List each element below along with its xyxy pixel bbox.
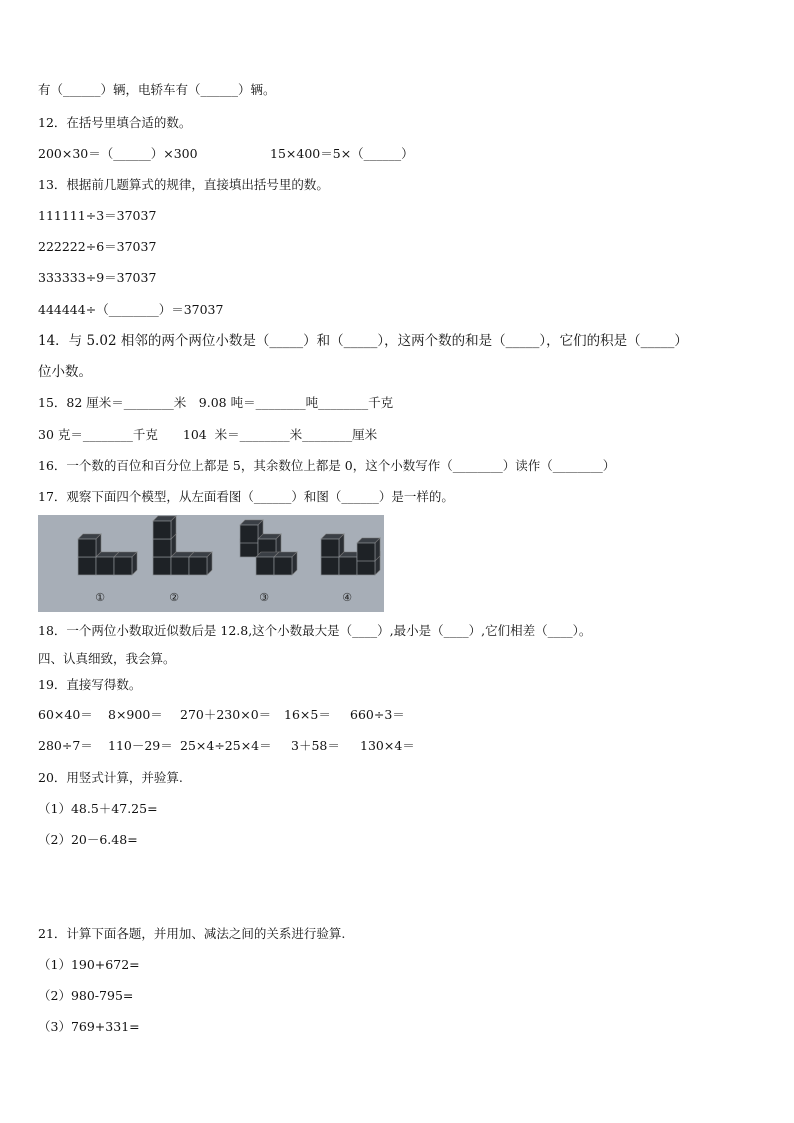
- cube-front: [171, 557, 189, 575]
- q19-title: 19．直接写得数。: [38, 677, 142, 692]
- cube-shapes: [78, 516, 380, 575]
- cube-front: [153, 539, 171, 557]
- q20-item-2: （2）20－6.48=: [38, 832, 138, 847]
- cube-front: [96, 557, 114, 575]
- cube-models-svg: [38, 515, 384, 612]
- q13-title: 13．根据前几题算式的规律，直接填出括号里的数。: [38, 177, 329, 192]
- q19-row-2: [38, 738, 738, 850]
- cube-front: [256, 557, 274, 575]
- q20-title: 20．用竖式计算，并验算.: [38, 770, 183, 785]
- cube-front: [78, 557, 96, 575]
- q11-continuation: 有（______）辆，电轿车有（______）辆。: [38, 82, 276, 97]
- q19-r1-item: 8×900＝: [108, 707, 163, 722]
- q17-text: 17．观察下面四个模型，从左面看图（______）和图（______）是一样的。: [38, 489, 454, 504]
- figure-label: ③: [259, 591, 269, 604]
- q19-r2-item: 130×4＝: [360, 738, 415, 753]
- q18-text: 18．一个两位小数取近似数后是 12.8,这个小数最大是（____）,最小是（____）,它们相差（____）。: [38, 623, 592, 638]
- cube-front: [153, 521, 171, 539]
- figure-label: ①: [95, 591, 105, 604]
- section-4-heading: 四、认真细致，我会算。: [38, 651, 176, 666]
- cube-front: [78, 539, 96, 557]
- q19-r1-item: 16×5＝: [284, 707, 331, 722]
- q14-text: 14．与 5.02 相邻的两个两位小数是（_____）和（_____），这两个数的和是（_____），它们的积是（_____）: [38, 333, 688, 349]
- q21-item-3: （3）769+331=: [38, 1019, 140, 1034]
- cube-models-figure: [38, 515, 384, 612]
- q19-r1-item: 60×40＝: [38, 707, 93, 722]
- q12-item-2: 15×400＝5×（______）: [270, 146, 414, 161]
- cube-front: [240, 525, 258, 543]
- cube-front: [321, 557, 339, 575]
- cube-front: [189, 557, 207, 575]
- q21-title: 21．计算下面各题，并用加、减法之间的关系进行验算.: [38, 926, 346, 941]
- q19-r2-item: 280÷7＝: [38, 738, 93, 753]
- cube-front: [357, 543, 375, 561]
- q19-r1-item: 270＋230×0＝: [180, 707, 272, 722]
- q19-r1-item: 660÷3＝: [350, 707, 405, 722]
- q13-equation-1: 111111÷3＝37037: [38, 208, 157, 223]
- q12-title: 12．在括号里填合适的数。: [38, 115, 192, 130]
- q19-r2-item: 25×4÷25×4＝: [180, 738, 272, 753]
- cube-front: [321, 539, 339, 557]
- q16-text: 16．一个数的百位和百分位上都是 5，其余数位上都是 0，这个小数写作（________）读作（________）: [38, 458, 616, 473]
- q21-item-1: （1）190+672=: [38, 957, 140, 972]
- q19-r2-item: 3＋58＝: [291, 738, 340, 753]
- q21-item-2: （2）980-795=: [38, 988, 134, 1003]
- q15-line-1: 15．82 厘米＝________米 9.08 吨＝________吨________千克: [38, 395, 394, 410]
- q13-equation-2: 222222÷6＝37037: [38, 239, 157, 254]
- q13-equation-4: 444444÷（________）＝37037: [38, 302, 224, 317]
- cube-front: [153, 557, 171, 575]
- q13-equation-3: 333333÷9＝37037: [38, 270, 157, 285]
- q20-item-1: （1）48.5＋47.25=: [38, 801, 158, 816]
- cube-front: [274, 557, 292, 575]
- figure-label: ④: [342, 591, 352, 604]
- figure-label: ②: [169, 591, 179, 604]
- cube-front: [114, 557, 132, 575]
- q19-r2-item: 110－29＝: [108, 738, 173, 753]
- q15-line-2: 30 克＝________千克 104 米＝________米________厘米: [38, 427, 378, 442]
- q12-item-1: 200×30＝（______）×300: [38, 146, 198, 161]
- cube-front: [339, 557, 357, 575]
- figure-labels: [95, 591, 352, 604]
- q14-text-cont: 位小数。: [38, 364, 92, 380]
